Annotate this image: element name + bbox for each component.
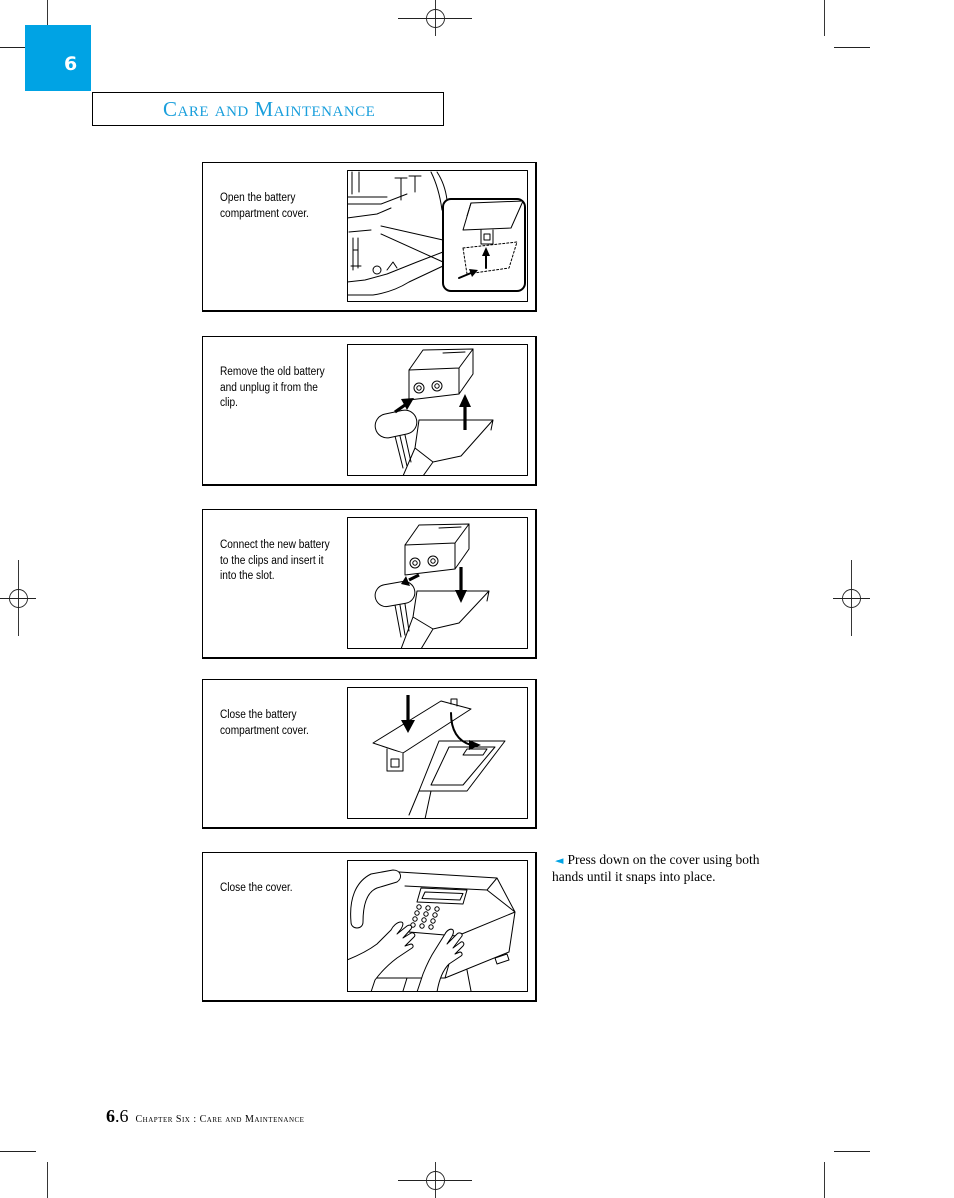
chapter-tab (25, 25, 91, 91)
step-instruction (220, 881, 293, 897)
registration-mark-right (833, 560, 870, 636)
side-note-text: Press down on the cover using both (567, 852, 760, 867)
crop-mark-bottom-right (825, 1152, 871, 1198)
pointer-icon: ◄ (555, 854, 564, 867)
section-title: Care and Maintenance (163, 97, 376, 121)
battery-terminal (414, 383, 424, 393)
registration-mark-top (398, 0, 472, 36)
step-5 (202, 852, 537, 1002)
battery-terminal (428, 556, 438, 566)
chapter-tab-number: 6 (64, 53, 78, 75)
registration-cross (398, 1162, 472, 1198)
instruction-line: compartment cover. (220, 724, 309, 737)
open-battery-cover-illustration (347, 170, 528, 302)
instruction-line: Open the battery (220, 192, 296, 204)
crop-mark-top-right (825, 0, 871, 48)
close-fax-cover-illustration (347, 860, 528, 992)
step-instruction (220, 365, 325, 412)
remove-battery-illustration (347, 344, 528, 476)
step-4 (202, 679, 537, 829)
registration-cross (0, 560, 36, 636)
step-instruction (220, 708, 309, 739)
side-note-line: hands until it snaps into place. (552, 869, 716, 884)
instruction-line: compartment cover. (220, 207, 309, 220)
instruction-line: Close the cover. (220, 882, 293, 894)
step-2 (202, 336, 537, 486)
instruction-line: Remove the old battery (220, 366, 325, 378)
compartment-latch (463, 749, 487, 755)
battery-terminal (410, 558, 420, 568)
footer-running-head: Chapter Six : Care and Maintenance (135, 1114, 305, 1125)
section-title-box (92, 92, 444, 126)
registration-cross (398, 0, 472, 36)
step-instruction (220, 538, 330, 585)
footer-page-number: .6 (115, 1106, 129, 1126)
instruction-line: clip. (220, 397, 238, 409)
insert-battery-illustration (347, 517, 528, 649)
instruction-line: into the slot. (220, 570, 275, 582)
page-footer (106, 1106, 304, 1126)
fax-display (417, 888, 467, 904)
instruction-line: Connect the new battery (220, 539, 330, 551)
registration-mark-left (0, 560, 36, 636)
crop-mark-bottom-left (0, 1152, 48, 1198)
close-battery-cover-illustration (347, 687, 528, 819)
instruction-line: to the clips and insert it (220, 554, 324, 567)
step-3 (202, 509, 537, 659)
side-note-line (552, 852, 759, 869)
registration-mark-bottom (398, 1162, 472, 1198)
registration-cross (833, 560, 870, 636)
footer-chapter-number: 6 (106, 1106, 115, 1126)
step-1 (202, 162, 537, 312)
battery-terminal (432, 381, 442, 391)
step-instruction (220, 191, 309, 222)
side-note (552, 852, 759, 885)
instruction-line: Close the battery (220, 709, 297, 721)
instruction-line: and unplug it from the (220, 381, 318, 394)
